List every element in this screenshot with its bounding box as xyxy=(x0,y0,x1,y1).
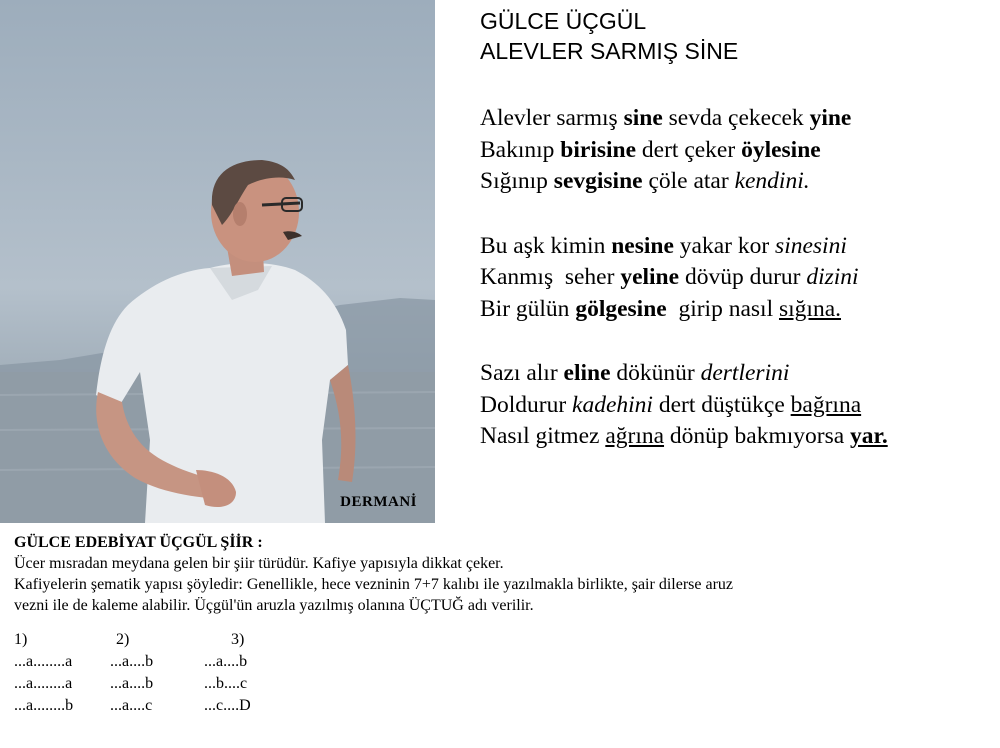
scheme-cell: ...a....c xyxy=(110,697,153,714)
poem-heading xyxy=(480,6,990,66)
poem-segment: yine xyxy=(809,105,852,131)
scheme-cell: ...a....b xyxy=(110,675,154,692)
poem-line xyxy=(480,262,995,294)
poem-line xyxy=(480,421,995,453)
poem-segment: sevda çekecek xyxy=(662,105,810,131)
poem-segment: Sığınıp xyxy=(480,168,554,194)
scheme-cell: ...a....b xyxy=(204,653,248,670)
poem-segment: nesine xyxy=(611,232,674,259)
description-line: Kafiyelerin şematik yapısı şöyledir: Genellikle, hece vezninin 7+7 kalıbı ile yazılmakla birlikte, şair dilerse aruz xyxy=(14,576,733,593)
description-title: GÜLCE EDEBİYAT ÜÇGÜL ŞİİR : xyxy=(14,534,263,551)
poem-segment: Alevler sarmış xyxy=(480,105,624,131)
poem-author: GÜLCE ÜÇGÜL xyxy=(480,8,647,34)
poem-segment: sine xyxy=(623,105,663,131)
stanza xyxy=(480,358,995,453)
scheme-header: 2) xyxy=(116,631,130,648)
scheme-cell: ...b....c xyxy=(204,675,248,692)
poem-segment: yeline xyxy=(620,264,680,290)
stanza xyxy=(480,231,995,326)
poem-segment: sinesini xyxy=(775,232,847,259)
poem-segment: Bir gülün xyxy=(480,295,576,322)
poem-segment: yar. xyxy=(850,423,888,449)
poem-line xyxy=(480,166,995,198)
poem-segment: dert düştükçe xyxy=(652,391,791,418)
poem-segment: sevgisine xyxy=(553,168,643,194)
scheme-cell: ...a....b xyxy=(110,653,154,670)
poem-title: ALEVLER SARMIŞ SİNE xyxy=(480,38,739,64)
poem-segment: eline xyxy=(563,360,611,386)
scheme-cell: ...a........b xyxy=(14,697,74,714)
scheme-cell: ...c....D xyxy=(204,697,251,714)
description-block xyxy=(14,532,994,616)
poem-segment: çöle atar xyxy=(642,168,735,194)
scheme-header: 1) xyxy=(14,631,28,648)
poem-segment: gölgesine xyxy=(575,295,667,322)
poem-segment: dövüp durur xyxy=(679,264,807,290)
poem-segment: kendini. xyxy=(734,168,810,194)
poem-segment: dizini xyxy=(806,264,859,290)
poem-segment: Nasıl gitmez xyxy=(480,423,606,449)
poem-segment: Sazı alır xyxy=(480,360,564,386)
poem-segment: girip nasıl xyxy=(666,295,779,322)
photo-signature: DERMANİ xyxy=(340,494,417,510)
scheme-cell: ...a........a xyxy=(14,653,73,670)
poem-segment: yakar kor xyxy=(673,232,776,259)
poem-segment: dökünür xyxy=(610,360,701,386)
poem-segment: dertlerini xyxy=(700,360,790,386)
poem-segment: Kanmış seher xyxy=(480,264,621,290)
poem-segment: dert çeker xyxy=(636,136,742,163)
poem-line xyxy=(480,390,995,422)
poem-segment: öylesine xyxy=(741,136,821,163)
scheme-cell: ...a........a xyxy=(14,675,73,692)
description-line: vezni ile de kaleme alabilir. Üçgül'ün aruzla yazılmış olanına ÜÇTUĞ adı verilir. xyxy=(14,597,534,614)
poet-photo xyxy=(0,0,435,523)
poem-segment: ağrına xyxy=(605,423,665,449)
poem-segment: Doldurur xyxy=(480,391,573,418)
poem-segment: kadehini xyxy=(572,391,653,418)
poem-line xyxy=(480,294,995,326)
poem-line xyxy=(480,358,995,390)
stanza xyxy=(480,103,995,198)
poem-segment: dönüp bakmıyorsa xyxy=(664,423,851,449)
poem-body xyxy=(480,103,995,486)
poem-segment: Bu aşk kimin xyxy=(480,232,612,259)
poem-line xyxy=(480,103,995,135)
poem-segment: birisine xyxy=(560,136,637,163)
poem-segment: sığına. xyxy=(778,295,841,322)
description-line: Ücer mısradan meydana gelen bir şiir türüdür. Kafiye yapısıyla dikkat çeker. xyxy=(14,555,504,572)
poet-photo-illustration xyxy=(0,0,435,523)
poem-line xyxy=(480,135,995,167)
poem-segment: bağrına xyxy=(790,391,862,418)
poem-line xyxy=(480,231,995,263)
poem-segment: Bakınıp xyxy=(480,136,561,163)
scheme-header: 3) xyxy=(231,631,245,648)
